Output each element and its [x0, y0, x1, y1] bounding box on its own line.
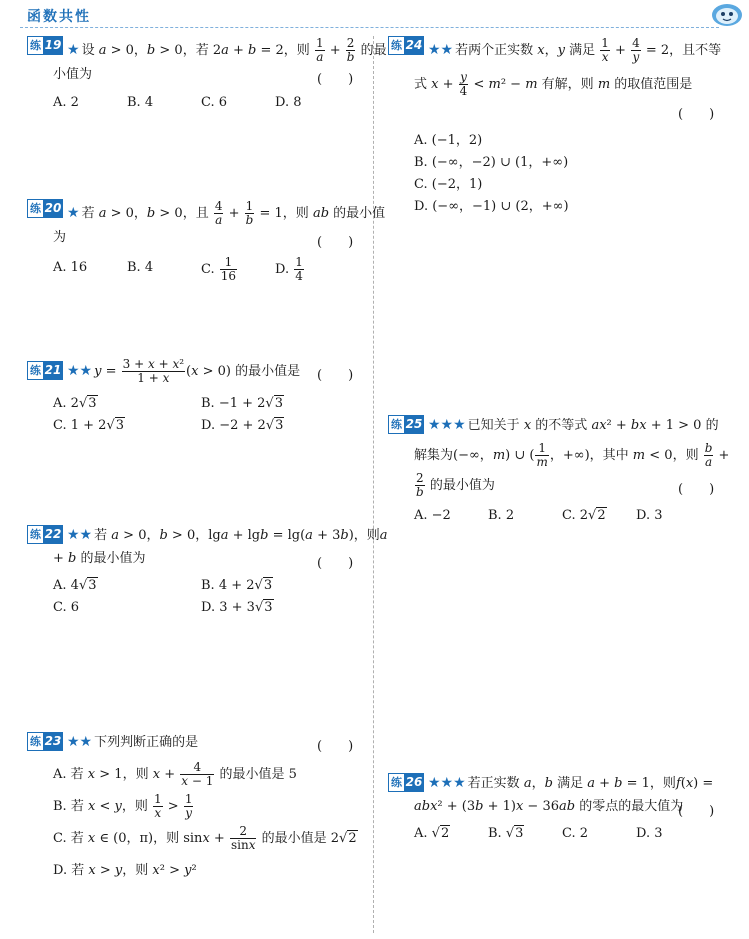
difficulty-stars: ★★ [67, 363, 93, 379]
answer-bracket: ( ) [317, 235, 354, 250]
header-divider [20, 27, 719, 28]
problem-26 [388, 774, 728, 844]
difficulty-stars: ★ [67, 42, 80, 58]
problem-stem-line-1: ★★ 若两个正实数 x，y 满足 $\frac{1}{x}$ + $\frac{4}{y}$ = 2，且不等 [428, 36, 722, 64]
problem-badge: 练 21 [27, 362, 63, 379]
option-d: D. 3 [636, 508, 663, 523]
answer-bracket: ( ) [317, 368, 354, 383]
difficulty-stars: ★★★ [428, 775, 466, 791]
page-header-title: 函数共性 [27, 9, 91, 25]
option-c: C. 6 [53, 600, 80, 615]
problem-badge: 练 20 [27, 200, 63, 217]
option-c: C. 2 [562, 826, 589, 841]
option-b: B. 4 + 2√3 [201, 578, 273, 593]
problem-stem-line-1: ★★ y = $\frac{\text{3 + x + x²}}{1 + x}$ (x > 0) 的最小值是 [67, 357, 301, 385]
problem-25 [388, 416, 728, 526]
option-a: A. 若 x > 1，则 x + $\frac{4}{x - 1}$ 的最小值是 5 [53, 760, 297, 788]
difficulty-stars: ★★ [67, 527, 93, 543]
answer-bracket: ( ) [317, 72, 354, 87]
problem-badge: 练 26 [388, 774, 424, 791]
difficulty-stars: ★★★ [428, 417, 466, 433]
option-d: D. 3 + 3√3 [201, 600, 273, 615]
option-d: D. 8 [275, 95, 302, 110]
option-a: A. √2 [414, 826, 450, 841]
problem-stem-line-1: ★★ 下列判断正确的是 [67, 734, 199, 750]
column-divider [373, 36, 374, 933]
problem-stem-line-2: + b 的最小值为 [53, 551, 146, 566]
option-b: B. 若 x < y，则 $\frac{1}{x}$ > $\frac{1}{y}$ [53, 792, 193, 820]
option-a: A. −2 [414, 508, 451, 523]
difficulty-stars: ★ [67, 205, 80, 221]
answer-bracket: ( ) [678, 804, 715, 819]
option-b: B. 4 [127, 260, 154, 275]
problem-22 [27, 526, 388, 616]
option-d: D. (−∞，−1) ∪ (2，+∞) [414, 199, 569, 214]
problem-24 [388, 37, 728, 217]
option-b: B. (−∞，−2) ∪ (1，+∞) [414, 155, 569, 170]
option-c: C. 2√2 [562, 508, 606, 523]
problem-stem-line-2: 解集为(−∞，m) ∪ ( $\frac{1}{m}$ ，+∞)，其中 m < 0，则 $\frac{b}{a}$ + [414, 441, 730, 469]
problem-badge: 练 25 [388, 416, 424, 433]
option-c: C. 若 x ∈ (0，π)，则 sinx + $\frac{2}{\sin x}$ 的最小值是 2√2 [53, 824, 357, 852]
option-b: B. −1 + 2√3 [201, 396, 283, 411]
problem-badge: 练 23 [27, 733, 63, 750]
option-a: A. 4√3 [53, 578, 97, 593]
difficulty-stars: ★★ [428, 42, 454, 58]
problem-stem-line-1: ★★ 若 a > 0，b > 0，lga + lgb = lg(a + 3b)，则a [67, 527, 388, 543]
answer-bracket: ( ) [317, 739, 354, 754]
option-a: A. 2 [53, 95, 79, 110]
option-d: D. $\frac{1}{4}$ [275, 255, 303, 283]
problem-stem-line-1: ★ 设 a > 0，b > 0，若 2a + b = 2，则 $\frac{1}{a}$ + $\frac{2}{b}$ 的最 [67, 36, 387, 64]
option-a: A. 16 [53, 260, 88, 275]
option-d: D. 3 [636, 826, 663, 841]
option-b: B. 4 [127, 95, 154, 110]
answer-bracket: ( ) [317, 556, 354, 571]
option-b: B. 2 [488, 508, 515, 523]
problem-stem-line-3: $\frac{2}{b}$ 的最小值为 [416, 471, 495, 499]
problem-stem-line-2: 式 x + $\frac{y}{4}$ < m² − m 有解，则 m 的取值范围是 [414, 70, 693, 98]
problem-19 [27, 36, 387, 117]
option-c: C. (−2，1) [414, 177, 483, 192]
problem-badge: 练 19 [27, 37, 63, 54]
option-b: B. √3 [488, 826, 524, 841]
problem-stem-line-2: 小值为 [53, 67, 93, 82]
answer-bracket: ( ) [678, 107, 715, 122]
option-a: A. (−1，2) [414, 133, 483, 148]
answer-bracket: ( ) [678, 482, 715, 497]
problem-badge: 练 22 [27, 526, 63, 543]
option-c: C. $\frac{1}{16}$ [201, 255, 237, 283]
problem-stem-line-1: ★ 若 a > 0，b > 0，且 $\frac{4}{a}$ + $\frac{1}{b}$ = 1，则 ab 的最小值 [67, 199, 386, 227]
option-d: D. −2 + 2√3 [201, 418, 284, 433]
problem-20 [27, 199, 386, 285]
option-c: C. 1 + 2√3 [53, 418, 125, 433]
option-a: A. 2√3 [53, 396, 97, 411]
problem-stem-line-2: 为 [53, 230, 67, 245]
problem-23 [27, 733, 367, 883]
problem-badge: 练 24 [388, 37, 424, 54]
problem-stem-line-2: abx² + (3b + 1)x − 36ab 的零点的最大值为 [414, 799, 684, 814]
mascot-icon [709, 0, 745, 28]
problem-stem-line-1: ★★★ 若正实数 a，b 满足 a + b = 1，则f(x) = [428, 775, 714, 791]
difficulty-stars: ★★ [67, 734, 93, 750]
option-c: C. 6 [201, 95, 228, 110]
option-d: D. 若 x > y，则 x² > y² [53, 863, 197, 878]
problem-stem-line-1: ★★★ 已知关于 x 的不等式 ax² + bx + 1 > 0 的 [428, 417, 719, 433]
problem-21 [27, 357, 367, 437]
